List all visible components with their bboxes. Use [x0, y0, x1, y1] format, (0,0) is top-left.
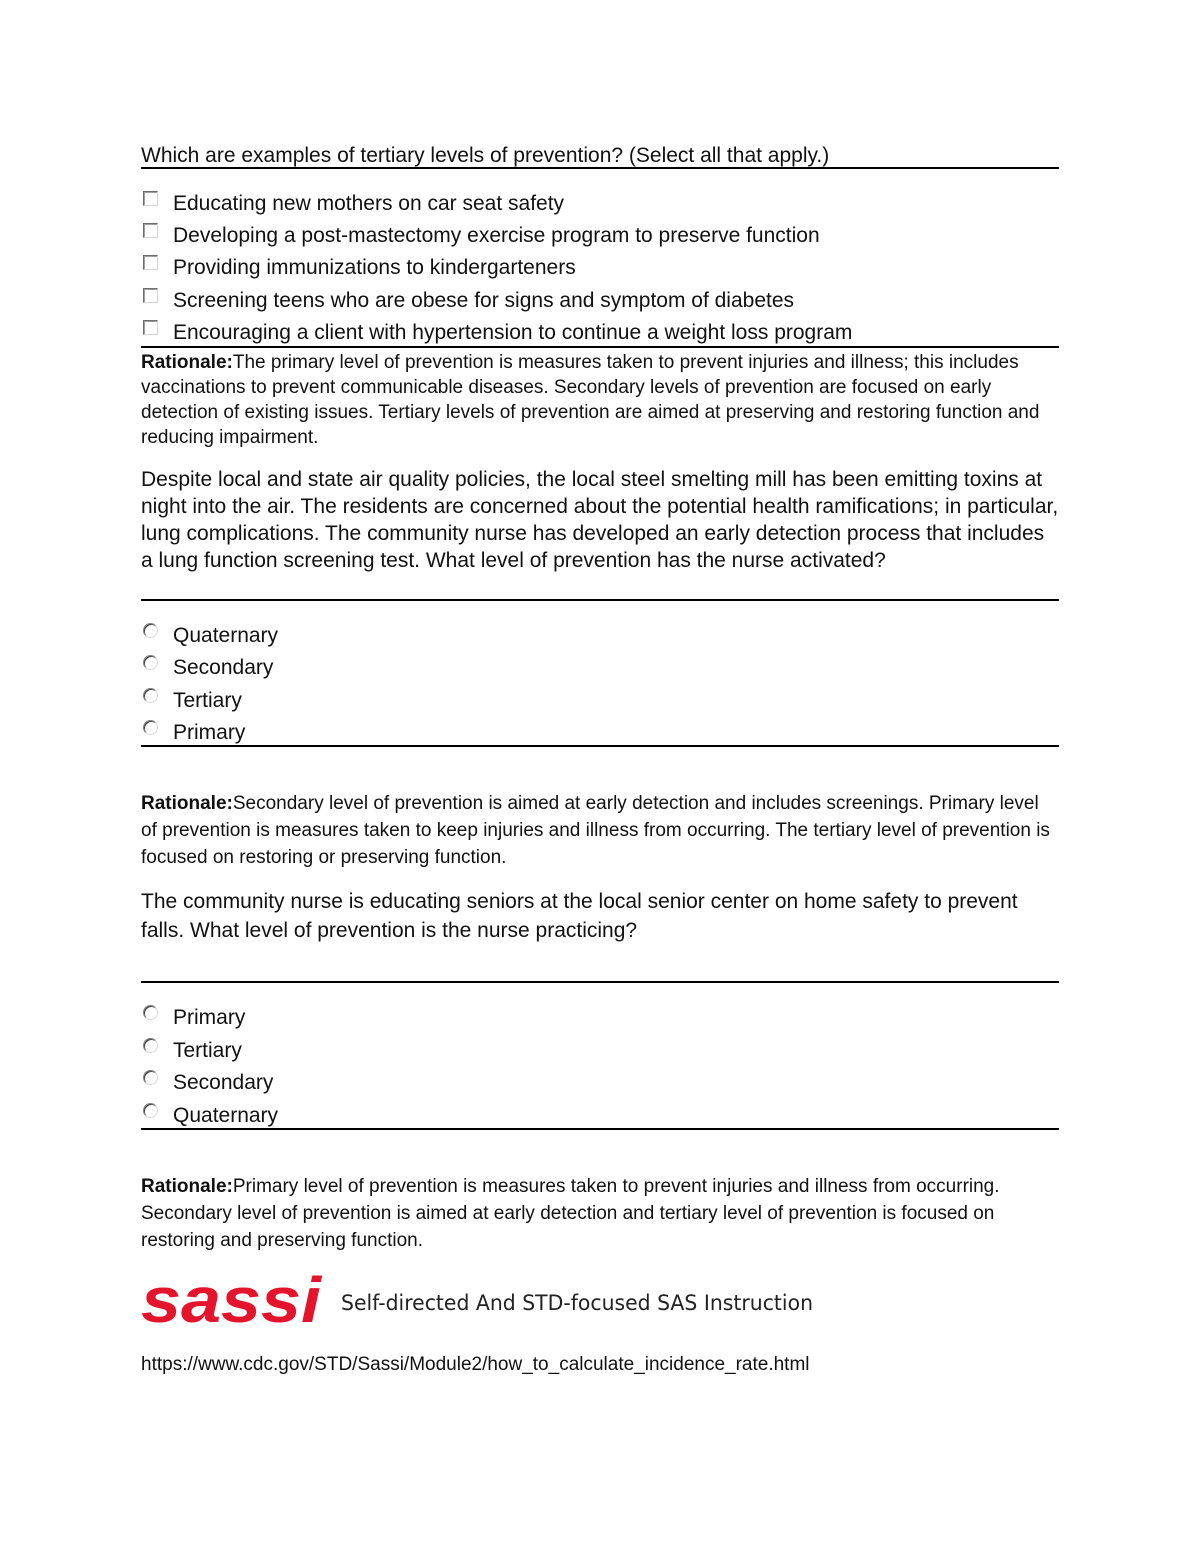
question-3-bottom-rule	[141, 1128, 1059, 1130]
option-label: Tertiary	[173, 689, 242, 712]
question-2-bottom-rule	[141, 745, 1059, 747]
question-2-top-rule	[141, 599, 1059, 601]
question-1-rationale	[141, 350, 1059, 450]
rationale-label: Rationale:	[141, 1176, 233, 1197]
sassi-logo-graphic	[141, 1270, 821, 1332]
radio-icon[interactable]	[143, 720, 158, 735]
checkbox-icon[interactable]	[143, 320, 158, 335]
radio-icon[interactable]	[143, 623, 158, 638]
question-2-option-3[interactable]	[141, 685, 1059, 717]
question-2-option-2[interactable]	[141, 652, 1059, 684]
option-label: Encouraging a client with hypertension to continue a weight loss program	[173, 321, 853, 344]
rationale-text: The primary level of prevention is measures taken to prevent injuries and illness; this includes vaccinations to prevent communicable diseases. Secondary levels of prevention are focused on early detection of existing issues. Tertiary levels of prevention are aimed at preserving and restoring function and reducing impairment.	[141, 352, 1040, 448]
option-label: Developing a post-mastectomy exercise program to preserve function	[173, 224, 820, 247]
rationale-text: Secondary level of prevention is aimed at early detection and includes screenings. Primary level of prevention is measures taken to keep injuries and illness from occurring. The tertiary level of prevention is focused on restoring or preserving function.	[141, 793, 1050, 868]
radio-icon[interactable]	[143, 688, 158, 703]
question-1-prompt: Which are examples of tertiary levels of prevention? (Select all that apply.)	[141, 144, 830, 167]
question-3-rationale	[141, 1173, 1059, 1254]
option-label: Quaternary	[173, 624, 279, 647]
sassi-wordmark: sassi	[141, 1270, 323, 1332]
question-1-option-2[interactable]	[141, 220, 1059, 252]
checkbox-icon[interactable]	[143, 191, 158, 206]
radio-icon[interactable]	[143, 1005, 158, 1020]
question-3-prompt: The community nurse is educating seniors at the local senior center on home safety to prevent falls. What level of prevention is the nurse practicing?	[141, 890, 1018, 942]
option-label: Primary	[173, 721, 246, 744]
rationale-label: Rationale:	[141, 793, 233, 814]
option-label: Primary	[173, 1006, 246, 1029]
radio-icon[interactable]	[143, 1070, 158, 1085]
sassi-tagline: Self-directed And STD-focused SAS Instruction	[341, 1291, 813, 1315]
option-label: Secondary	[173, 1071, 274, 1094]
question-2-option-1[interactable]	[141, 620, 1059, 652]
source-url[interactable]: https://www.cdc.gov/STD/Sassi/Module2/how_to_calculate_incidence_rate.html	[141, 1354, 810, 1375]
rationale-label: Rationale:	[141, 352, 233, 373]
question-3-top-rule	[141, 981, 1059, 983]
question-1-top-rule	[141, 167, 1059, 169]
question-3-option-2[interactable]	[141, 1035, 1059, 1067]
option-label: Secondary	[173, 656, 274, 679]
question-3-option-3[interactable]	[141, 1067, 1059, 1099]
option-label: Educating new mothers on car seat safety	[173, 192, 565, 215]
option-label: Screening teens who are obese for signs and symptom of diabetes	[173, 289, 795, 312]
question-1-option-3[interactable]	[141, 252, 1059, 284]
radio-icon[interactable]	[143, 1038, 158, 1053]
checkbox-icon[interactable]	[143, 255, 158, 270]
rationale-text: Primary level of prevention is measures taken to prevent injuries and illness from occurring. Secondary level of prevention is aimed at early detection and tertiary level of prevention is focused on restoring and preserving function.	[141, 1176, 1000, 1251]
radio-icon[interactable]	[143, 1103, 158, 1118]
option-label: Tertiary	[173, 1039, 242, 1062]
checkbox-icon[interactable]	[143, 223, 158, 238]
question-1-option-5[interactable]	[141, 317, 1059, 349]
question-1-option-4[interactable]	[141, 285, 1059, 317]
sassi-logo	[141, 1270, 821, 1332]
radio-icon[interactable]	[143, 655, 158, 670]
question-3-option-1[interactable]	[141, 1002, 1059, 1034]
question-2-rationale	[141, 790, 1059, 871]
question-1-option-1[interactable]	[141, 188, 1059, 220]
option-label: Providing immunizations to kindergarteners	[173, 256, 576, 279]
checkbox-icon[interactable]	[143, 288, 158, 303]
question-2-prompt: Despite local and state air quality policies, the local steel smelting mill has been emitting toxins at night into the air. The residents are concerned about the potential health ramifications; in particular, lung complications. The community nurse has developed an early detection process that includes a lung function screening test. What level of prevention has the nurse activated?	[141, 468, 1059, 572]
question-1-bottom-rule	[141, 346, 1059, 348]
option-label: Quaternary	[173, 1104, 279, 1127]
